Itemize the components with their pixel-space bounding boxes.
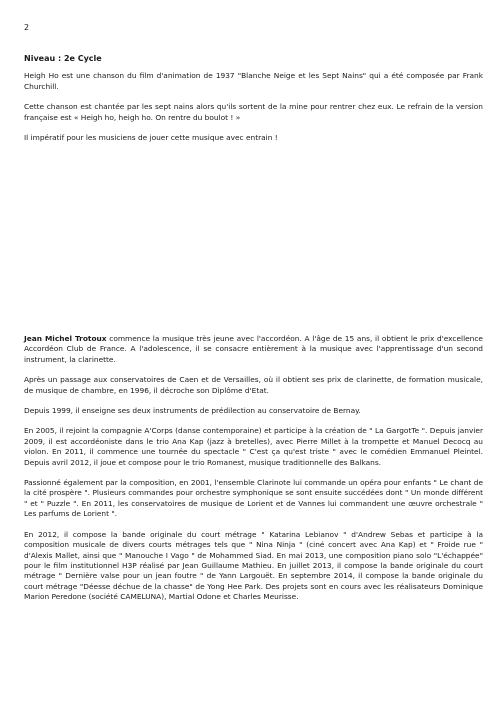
level-heading: Niveau : 2e Cycle [24,54,102,63]
intro-paragraph-3: Il impératif pour les musiciens de jouer cette musique avec entrain ! [24,133,278,143]
bio-paragraph-4: En 2005, il rejoint la compagnie A'Corps (danse contemporaine) et participe à la création de " La GargotTe ". Depuis janvier 2009, il est accordéoniste dans le trio Ana Kap (jazz à bretelles), avec Pierre Millet à la trompette et Manuel Decocq au violon. En 2011, il commence une tournée du spectacle " C'est ça qu'est triste " avec le comédien Emmanuel Pleintel. Depuis avril 2012, il joue et compose pour le trio Romanest, musique traditionnelle des Balkans. [24,426,483,467]
composer-biography [24,334,483,613]
bio-paragraph-2: Après un passage aux conservatoires de Caen et de Versailles, où il obtient ses prix de clarinette, de formation musicale, de musique de chambre, en 1996, il décroche son Diplôme d'Etat. [24,375,483,395]
piece-description [24,54,483,153]
bio-paragraph-5: Passionné également par la composition, en 2001, l'ensemble Clarinote lui commande un opéra pour enfants " Le chant de la cité prospère ". Plusieurs commandes pour orchestre symphonique se sont ensuite succédées dont " Un monde différent " et " Puzzle ". En 2011, les conservatoires de musique de Lorient et de Vannes lui commandent une œuvre orchestrale " Les parfums de Lorient ". [24,478,483,519]
bio-paragraph-1-text: commence la musique très jeune avec l'accordéon. A l'âge de 15 ans, il obtient le prix d'excellence Accordéon Club de France. A l'adolescence, il se consacre entièrement à la musique avec l'apprentissage d'un second instrument, la clarinette. [24,334,483,364]
page-number: 2 [24,23,30,32]
bio-paragraph-1 [24,334,483,365]
bio-paragraph-6: En 2012, il compose la bande originale du court métrage " Katarina Lebianov " d'Andrew Sebas et participe à la composition musicale de divers courts métrages tels que " Nina Ninja " (ciné concert avec Ana Kap) et " Froide rue " d'Alexis Mallet, ainsi que " Manouche I Vago " de Mohammed Siad. En mai 2013, une composition piano solo "L'échappée" pour le film institutionnel H3P réalisé par Jean Guillaume Mathieu. En juillet 2013, il compose la bande originale du court métrage " Dernière valse pour un jean foutre " de Yann Largouët. En septembre 2014, il compose la bande originale du court métrage "Déesse déchue de la chasse" de Yong Hee Park. Des projets sont en cours avec les réalisateurs Dominique Marion Peredone (société CAMELUNA), Martial Odone et Charles Meurisse. [24,529,483,602]
intro-paragraph-2: Cette chanson est chantée par les sept nains alors qu'ils sortent de la mine pour rentrer chez eux. Le refrain de la version française est « Heigh ho, heigh ho. On rentre du boulot ! » [24,102,483,122]
intro-paragraph-1: Heigh Ho est une chanson du film d'animation de 1937 "Blanche Neige et les Sept Nains" qui a été composée par Frank Churchill. [24,71,483,91]
bio-paragraph-3: Depuis 1999, il enseigne ses deux instruments de prédilection au conservatoire de Bernay. [24,406,361,416]
composer-name: Jean Michel Trotoux [24,334,107,343]
